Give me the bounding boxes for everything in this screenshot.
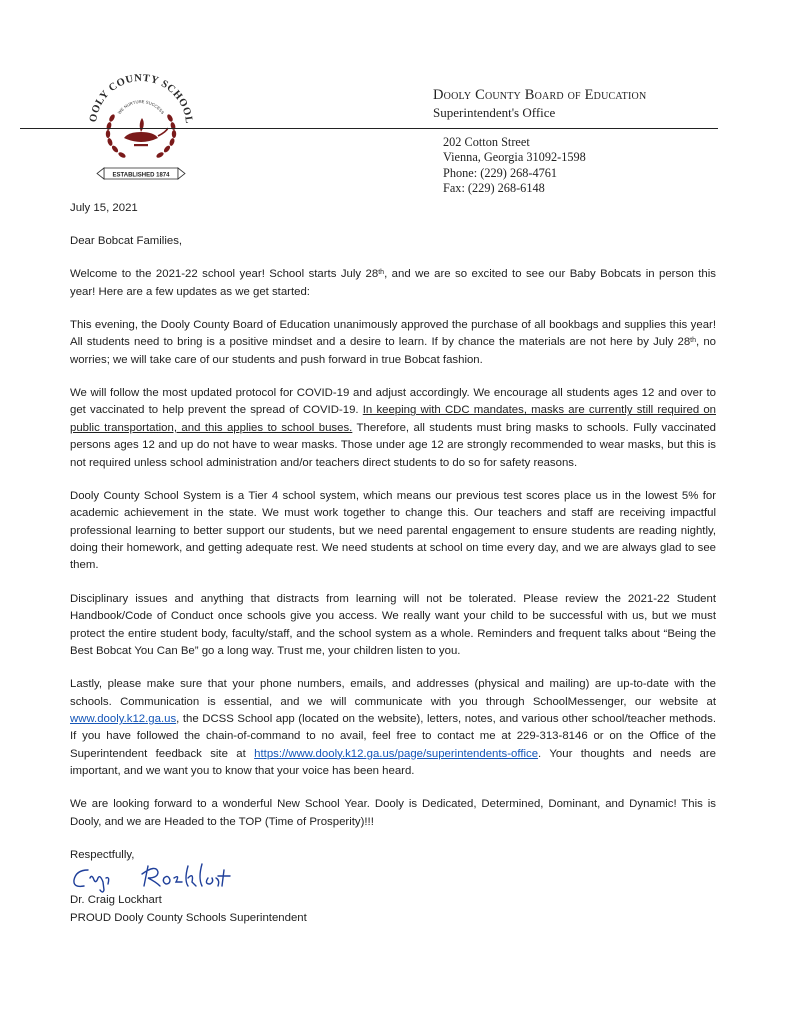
paragraph-tier4: Dooly County School System is a Tier 4 school system, which means our previous test scores place us in the lowest 5% for academic achievement in the state. We must work together to change this. Our teachers and staff are receiving impactful professional learning to better support our students, but we need parental engagement to ensure students are reading nightly, doing their homework, and getting adequate rest. We need students at school on time every day, and we are always glad to see them. bbox=[70, 489, 716, 572]
svg-text:ESTABLISHED 1874: ESTABLISHED 1874 bbox=[112, 172, 170, 179]
handwritten-signature bbox=[70, 860, 716, 892]
address-street: 202 Cotton Street bbox=[443, 135, 530, 149]
paragraph-covid bbox=[70, 385, 716, 472]
address-city: Vienna, Georgia 31092-1598 bbox=[443, 150, 586, 165]
paragraph-text: , no worries; we will take care of our students and push forward in true Bobcat fashion. bbox=[70, 336, 717, 366]
salutation: Dear Bobcat Families, bbox=[70, 235, 183, 248]
header-rule bbox=[20, 128, 718, 129]
paragraph-supplies bbox=[70, 317, 716, 369]
underlined-text: In keeping with CDC mandates, masks are currently still required on public transportation, and this applies to school buses. bbox=[70, 404, 716, 434]
paragraph-text: Welcome to the 2021-22 school year! School starts July 28 bbox=[70, 268, 379, 281]
paragraph-text: We will follow the most updated protocol for COVID-19 and adjust accordingly. We encourage all students ages 12 and over to get vaccinated to help prevent the spread of COVID-19. bbox=[70, 387, 716, 417]
address-block bbox=[443, 135, 586, 196]
address-phone: Phone: (229) 268-4761 bbox=[443, 165, 558, 180]
paragraph-discipline: Disciplinary issues and anything that distracts from learning will not be tolerated. Please review the 2021-22 Student Handbook/Code of Conduct once schools give you access. We really want your child to be successful with us, but we must protect the entire student body, faculty/staff, and the school system as a whole. Reminders and frequent talks about “Being the Best Bobcat You Can Be” go a long way. Trust me, your children listen to you. bbox=[70, 592, 716, 657]
organization-name: Dooly County Board of Education bbox=[433, 87, 647, 103]
paragraph-communication bbox=[70, 676, 716, 780]
signature-block bbox=[70, 892, 716, 927]
paragraph-text: Lastly, please make sure that your phone numbers, emails, and addresses (physical and mailing) are up-to-date with the schools. Communication is essential, and we will communicate with you through SchoolMessenger, our website at bbox=[70, 678, 716, 708]
svg-text:DOOLY COUNTY SCHOOLS: OOLY COUNTY SCHOOL bbox=[88, 72, 195, 125]
feedback-site-link[interactable]: https://www.dooly.k12.ga.us/page/superintendents-office bbox=[254, 747, 539, 760]
office-name: Superintendent's Office bbox=[433, 105, 556, 120]
ordinal-suffix: th bbox=[690, 337, 697, 345]
paragraph-text: Therefore, all students must bring masks to schools. Fully vaccinated persons ages 12 and up do not have to wear masks. Those under age 12 are strongly recommended to wear masks, but this is not required unless school administration and/or teachers direct students to do so for safety reasons. bbox=[70, 421, 716, 469]
letter-body bbox=[70, 200, 716, 927]
address-fax: Fax: (229) 268-6148 bbox=[443, 180, 545, 195]
letter-date: July 15, 2021 bbox=[70, 202, 138, 214]
paragraph-text: This evening, the Dooly County Board of Education unanimously approved the purchase of all bookbags and supplies this year! All students need to bring is a positive mindset and a desire to learn. If by chance the materials are not here by July 28 bbox=[70, 319, 716, 349]
paragraph-text: , the DCSS School app (located on the website), letters, notes, and various other school/teacher methods. If you have followed the chain-of-command to no avail, feel free to contact me at 229-313-8146 or on the Office of the Superintendent feedback site at bbox=[70, 712, 716, 760]
closing: Respectfully, bbox=[70, 848, 135, 861]
paragraph-text: , and we are so excited to see our Baby Bobcats in person this year! Here are a few updates as we get started: bbox=[70, 268, 716, 298]
paragraph-welcome bbox=[70, 266, 716, 301]
paragraph-text: . Your thoughts and needs are important, and we want you to know that your voice has been heard. bbox=[70, 747, 717, 778]
svg-text:WE NURTURE SUCCESS: WE NURTURE SUCCESS bbox=[116, 98, 166, 116]
signer-title: PROUD Dooly County Schools Superintendent bbox=[70, 911, 307, 924]
ordinal-suffix: th bbox=[378, 269, 385, 277]
paragraph-closing-remarks: We are looking forward to a wonderful New School Year. Dooly is Dedicated, Determined, Dominant, and Dynamic! This is Dooly, and we are Headed to the TOP (Time of Prosperity)!!! bbox=[70, 798, 716, 828]
signer-name: Dr. Craig Lockhart bbox=[70, 894, 162, 907]
website-link[interactable]: www.dooly.k12.ga.us bbox=[70, 712, 177, 725]
